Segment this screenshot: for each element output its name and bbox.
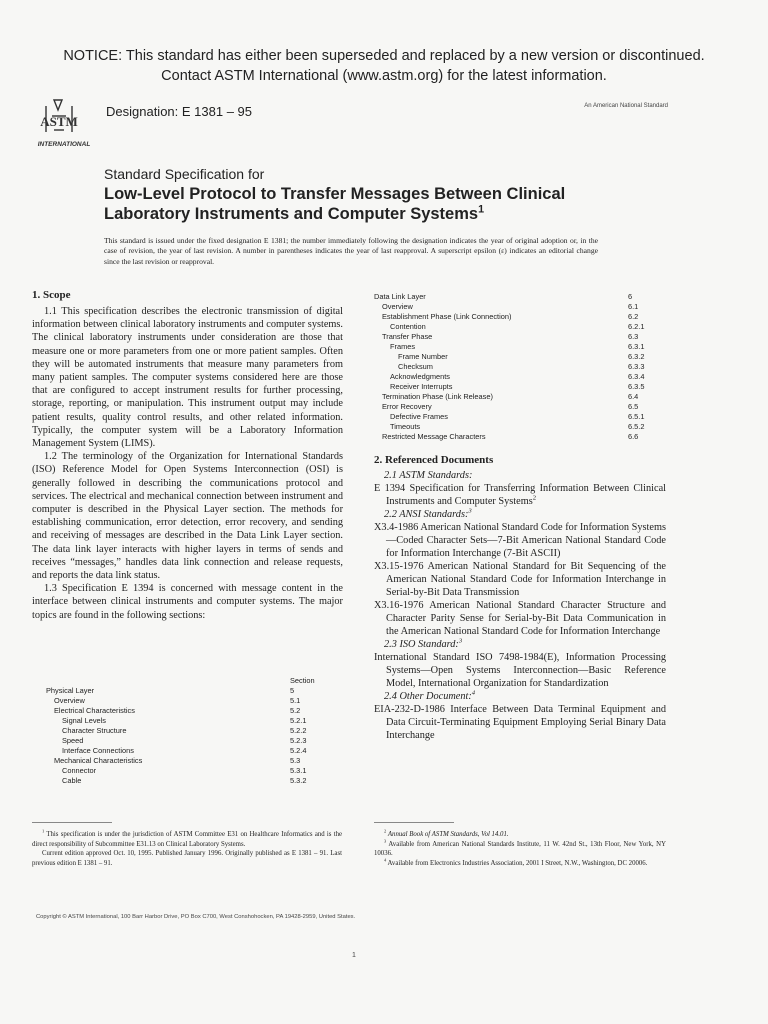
toc-right-row: [374, 412, 654, 422]
ref-entry-eia-232: EIA-232-D-1986 Interface Between Data Terminal Equipment and Data Circuit-Terminating Equipment Employing Serial Binary Data Interchange: [374, 704, 666, 741]
ref-subheading-other-text: 2.4 Other Document:: [384, 691, 472, 702]
toc-left-label: Cable: [62, 776, 82, 785]
toc-right-label: Contention: [390, 322, 426, 331]
toc-left-label: Overview: [54, 696, 85, 705]
document-title: [104, 165, 704, 224]
toc-right-section-number: 6.5: [628, 402, 639, 411]
footnotes-left: [32, 830, 342, 868]
footnote-1: [32, 830, 342, 849]
ref-entry-iso-7498: International Standard ISO 7498-1984(E), Information Processing Systems—Open Systems Interconnection—Basic Reference Model, International Organization for Standardization: [374, 652, 666, 689]
ref-entry-x3-4: X3.4-1986 American National Standard Code for Information Systems—Coded Character Sets—7-Bit American National Standard Code for Information Interchange (7-Bit ASCII): [374, 522, 666, 559]
toc-right-row: [374, 292, 654, 302]
footnote-3-marker: 3: [384, 838, 387, 844]
scope-paragraph-1-2: 1.2 The terminology of the Organization for International Standards (ISO) Reference Model for Open Systems Interconnection (OSI) is generally followed in describing the communications protocol and services. The electrical and mechanical connection between instrument and computer is described in the Physical Layer section. The methods for establishing communication, error detection, error recovery, and sending and receiving of messages are described in the Data Link Layer section. The data link layer interacts with higher layers in terms of sends and receives “messages,” handles data link connection and release requests, and reports the data link status.: [32, 451, 343, 582]
toc-right-section-number: 6.4: [628, 392, 639, 401]
page-number: 1: [352, 952, 356, 959]
title-prefix: Standard Specification for: [104, 166, 265, 182]
toc-right-label: Overview: [382, 302, 413, 311]
toc-left-section-number: 5.2.3: [290, 736, 307, 745]
toc-right-row: [374, 392, 654, 402]
toc-right-row: [374, 312, 654, 322]
toc-right-label: Acknowledgments: [390, 372, 450, 381]
toc-right-label: Termination Phase (Link Release): [382, 392, 493, 401]
title-main-line-2: [104, 204, 704, 224]
ref-subheading-astm: [374, 469, 666, 482]
scope-section: [32, 289, 343, 622]
toc-right-section-number: 6.3.4: [628, 372, 645, 381]
toc-left: [46, 676, 316, 786]
toc-right-label: Establishment Phase (Link Connection): [382, 312, 512, 321]
notice-line-1: NOTICE: This standard has either been superseded and replaced by a new version or discontinued.: [63, 48, 705, 64]
footnote-3: [374, 840, 666, 859]
toc-right-label: Error Recovery: [382, 402, 432, 411]
toc-right-section-number: 6.3.3: [628, 362, 645, 371]
toc-right-section-number: 6.2.1: [628, 322, 645, 331]
ref-subheading-iso-text: 2.3 ISO Standard:: [384, 639, 459, 650]
toc-right-section-number: 6.6: [628, 432, 639, 441]
footnote-3-text: Available from American National Standards Institute, 11 W. 42nd St., 13th Floor, New York, NY 10036.: [374, 840, 666, 858]
footnote-1-text: This specification is under the jurisdiction of ASTM Committee E31 on Healthcare Informatics and is the direct responsibility of Subcommittee E31.13 on Clinical Laboratory Systems.: [32, 831, 343, 848]
toc-right-section-number: 6.5.1: [628, 412, 645, 421]
ref-e1394-sup: 2: [532, 494, 537, 502]
toc-right-row: [374, 432, 654, 442]
toc-left-label: Signal Levels: [62, 716, 106, 725]
toc-right-section-number: 6.3.2: [628, 352, 645, 361]
ref-subheading-other: [374, 690, 666, 703]
designation: Designation: E 1381 – 95: [106, 104, 252, 119]
ref-subheading-ansi-text: 2.2 ANSI Standards:: [384, 509, 469, 520]
scope-paragraph-1-1: 1.1 This specification describes the electronic transmission of digital information between clinical laboratory instruments and computer systems. The clinical laboratory instruments under consideration are those that measure one or more parameters from one or more patient samples. Often they will be automated instruments that measure many parameters from many patient samples. The computer systems considered here are those that are configured to accept instrument results for further processing, storage, reporting, or manipulation. This instrument output may include patient results, quality control results, and other related information. Typically, the computer system will be a Laboratory Information Management System (LIMS).: [32, 306, 343, 450]
footnotes-right: [374, 830, 666, 868]
title-main-line-2-text: Laboratory Instruments and Computer Systems: [104, 205, 479, 223]
toc-right-row: [374, 322, 654, 332]
toc-right-row: [374, 332, 654, 342]
footnote-2: [374, 830, 666, 840]
toc-right-label: Receiver Interrupts: [390, 382, 453, 391]
referenced-documents-section: [374, 454, 666, 742]
toc-right-row: [374, 402, 654, 412]
ref-subheading-iso: [374, 638, 666, 651]
ref-other-sup: 4: [471, 689, 476, 697]
toc-left-row: [46, 776, 316, 786]
toc-left-section-number: 5.2.4: [290, 746, 307, 755]
toc-right-label: Data Link Layer: [374, 292, 426, 301]
toc-left-row: [46, 766, 316, 776]
footnote-1-marker: 1: [42, 828, 45, 834]
toc-left-label: Physical Layer: [46, 686, 95, 695]
toc-right-label: Frames: [390, 342, 416, 351]
toc-left-row: [46, 696, 316, 706]
footnote-4-marker: 4: [384, 857, 387, 863]
title-footnote-ref: 1: [478, 203, 485, 216]
toc-right-row: [374, 342, 654, 352]
toc-left-row: [46, 686, 316, 696]
toc-left-rows: [46, 686, 316, 786]
toc-right-row: [374, 422, 654, 432]
toc-right-label: Timeouts: [390, 422, 421, 431]
american-national-standard-label: An American National Standard: [584, 103, 668, 109]
toc-right-row: [374, 362, 654, 372]
toc-right-label: Restricted Message Characters: [382, 432, 486, 441]
toc-header-row: [46, 676, 316, 686]
toc-right-label: Transfer Phase: [382, 332, 433, 341]
toc-left-section-number: 5.3.2: [290, 776, 307, 785]
footnote-2-marker: 2: [384, 828, 387, 834]
toc-right-section-number: 6.3.1: [628, 342, 645, 351]
ref-ansi-sup: 3: [468, 507, 472, 515]
footnote-4-text: Available from Electronics Industries Association, 2001 I Street, N.W., Washington, DC 20006.: [387, 859, 648, 867]
toc-right-rows: [374, 292, 654, 442]
toc-left-row: [46, 736, 316, 746]
toc-left-row: [46, 726, 316, 736]
toc-left-section-number: 5: [290, 686, 295, 695]
toc-right-section-number: 6.3.5: [628, 382, 645, 391]
notice-line-2: Contact ASTM International (www.astm.org) for the latest information.: [161, 68, 607, 84]
issuance-note: This standard is issued under the fixed designation E 1381; the number immediately following the designation indicates the year of original adoption or, in the case of revision, the year of last revision. A number in parentheses indicates the year of last reapproval. A superscript epsilon (ε) indicates an editorial change since the last revision or reapproval.: [104, 236, 598, 266]
toc-right-section-number: 6.5.2: [628, 422, 645, 431]
toc-left-section-number: 5.3: [290, 756, 301, 765]
supersession-notice: [0, 46, 768, 86]
astm-logo: [32, 96, 96, 150]
toc-left-section-number: 5.2: [290, 706, 301, 715]
toc-right-section-number: 6.2: [628, 312, 639, 321]
toc-left-row: [46, 746, 316, 756]
ref-iso-sup: 3: [458, 637, 463, 645]
ref-entry-e1394: [374, 482, 666, 508]
toc-right-section-number: 6.3: [628, 332, 639, 341]
toc-right-label: Checksum: [398, 362, 433, 371]
toc-right-label: Defective Frames: [390, 412, 448, 421]
toc-left-section-number: 5.2.2: [290, 726, 307, 735]
toc-left-label: Mechanical Characteristics: [54, 756, 143, 765]
toc-right-section-number: 6.1: [628, 302, 639, 311]
toc-left-section-number: 5.1: [290, 696, 301, 705]
logo-text: ASTM: [40, 114, 78, 129]
toc-left-row: [46, 716, 316, 726]
ref-entry-x3-16: X3.16-1976 American National Standard Character Structure and Character Parity Sense for Serial-by-Bit Data Communication in the American National Standard Code for Information Interchange: [374, 600, 666, 637]
toc-right-row: [374, 382, 654, 392]
logo-subtext: INTERNATIONAL: [37, 141, 91, 148]
toc-right-section-number: 6: [628, 292, 633, 301]
toc-right-row: [374, 302, 654, 312]
toc-left-label: Connector: [62, 766, 97, 775]
ref-entry-e1394-text: E 1394 Specification for Transferring Information Between Clinical Instruments and Computer Systems: [374, 483, 666, 507]
toc-left-label: Character Structure: [62, 726, 127, 735]
footnote-rule-right: [374, 822, 454, 823]
toc-section-header: Section: [290, 676, 315, 685]
ref-subheading-astm-text: 2.1 ASTM Standards:: [384, 470, 473, 481]
toc-left-label: Speed: [62, 736, 84, 745]
toc-right-row: [374, 372, 654, 382]
title-main-line-1: Low-Level Protocol to Transfer Messages Between Clinical: [104, 185, 566, 203]
references-heading: 2. Referenced Documents: [374, 454, 494, 466]
scope-paragraph-1-3: 1.3 Specification E 1394 is concerned with message content in the interface between clinical instruments and computer systems. The major topics are found in the following sections:: [32, 583, 343, 621]
toc-left-section-number: 5.3.1: [290, 766, 307, 775]
ref-entry-x3-15: X3.15-1976 American National Standard for Bit Sequencing of the American National Standard Code for Information Interchange in Serial-by-Bit Data Transmission: [374, 561, 666, 598]
footnote-1-edition: Current edition approved Oct. 10, 1995. Published January 1996. Originally published as E 1381 – 91. Last previous edition E 1381 – 91.: [32, 850, 342, 867]
toc-left-label: Interface Connections: [62, 746, 134, 755]
footnote-2-text: Annual Book of ASTM Standards, Vol 14.01.: [387, 831, 509, 838]
toc-right-row: [374, 352, 654, 362]
footnote-rule-left: [32, 822, 112, 823]
ref-subheading-ansi: [374, 508, 666, 521]
copyright-line: Copyright © ASTM International, 100 Barr Harbor Drive, PO Box C700, West Conshohocken, PA 19428-2959, United States.: [36, 914, 356, 920]
toc-right-label: Frame Number: [398, 352, 448, 361]
toc-left-section-number: 5.2.1: [290, 716, 307, 725]
scope-heading: 1. Scope: [32, 289, 71, 301]
footnote-4: [374, 859, 666, 869]
toc-left-row: [46, 756, 316, 766]
toc-left-row: [46, 706, 316, 716]
toc-left-label: Electrical Characteristics: [54, 706, 135, 715]
toc-right: [374, 292, 654, 442]
